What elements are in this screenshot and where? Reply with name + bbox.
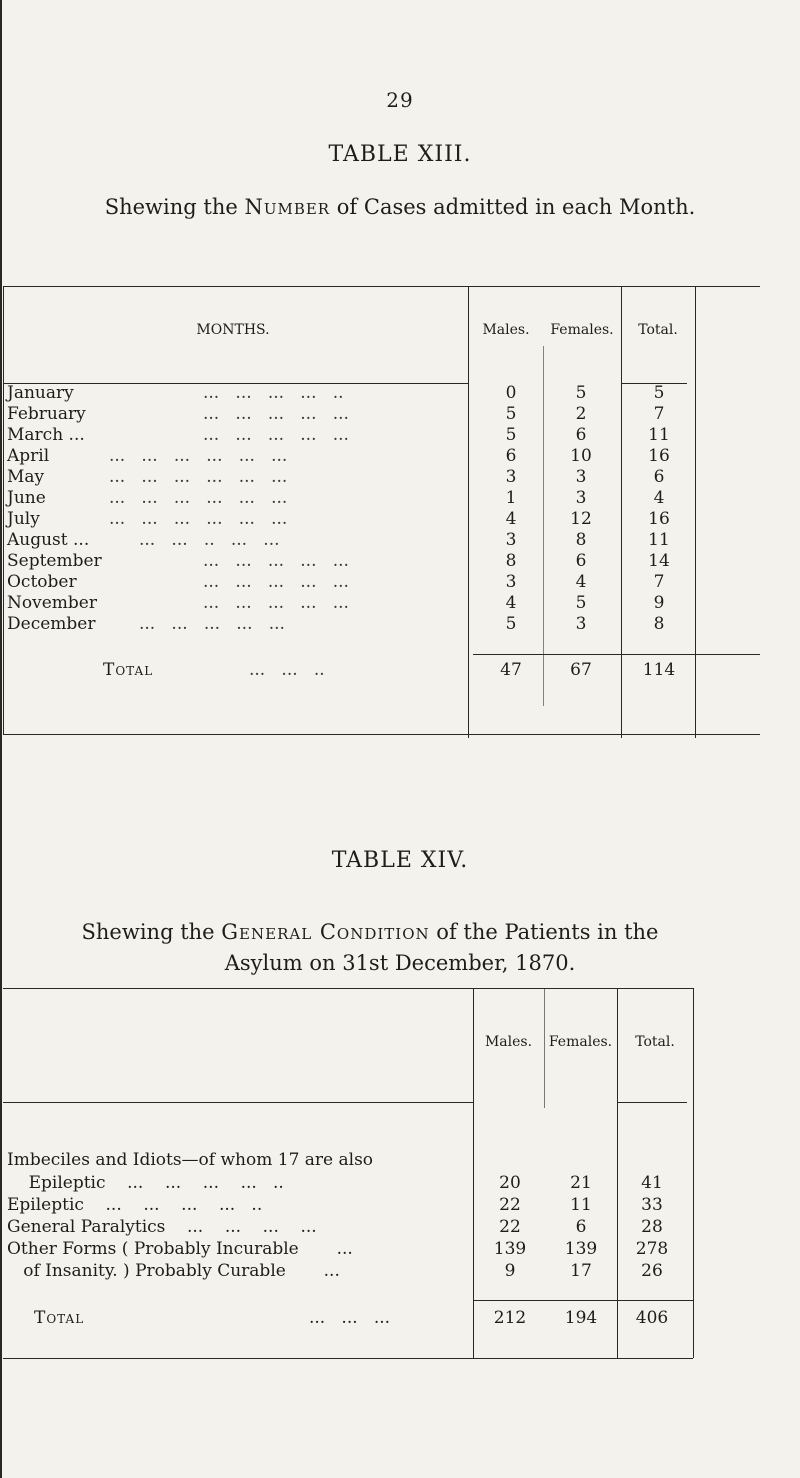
table-row: Epileptic ... ... ... ... .. 20 21 41 <box>7 1173 663 1193</box>
header-months: MONTHS. <box>196 322 270 338</box>
table-row: October ... ... ... ... ... 3 4 7 <box>7 572 665 592</box>
table-row: June ... ... ... ... ... ... 1 3 4 <box>7 488 665 508</box>
table-row: Other Forms ( Probably Incurable ... 139 139 278 <box>7 1239 669 1259</box>
table-row: February ... ... ... ... ... 5 2 7 <box>7 404 665 424</box>
total-row: Total ... ... ... 212 194 406 <box>34 1308 669 1328</box>
table-row: Imbeciles and Idiots—of whom 17 are also <box>7 1150 374 1170</box>
header-females: Females. <box>548 1034 613 1050</box>
table-row: September ... ... ... ... ... 8 6 14 <box>7 551 670 571</box>
table-row: General Paralytics ... ... ... ... 22 6 28 <box>7 1217 663 1237</box>
table-row: March ... ... ... ... ... ... 5 6 11 <box>7 425 670 445</box>
page-number: 29 <box>386 88 414 112</box>
table-row: May ... ... ... ... ... ... 3 3 6 <box>7 467 665 487</box>
header-males: Males. <box>482 322 530 338</box>
total-row: Total ... ... .. 47 67 114 <box>103 660 676 680</box>
header-rule-total <box>617 1102 687 1103</box>
table-row: of Insanity. ) Probably Curable ... 9 17 26 <box>7 1261 663 1281</box>
table-14-title: TABLE XIV. <box>331 848 469 873</box>
bottom-rule <box>3 1358 693 1359</box>
table-13-title: TABLE XIII. <box>328 142 472 167</box>
col-rule-total <box>693 988 694 1358</box>
header-rule-label <box>3 1102 473 1103</box>
header-total: Total. <box>635 1034 675 1050</box>
table-14-subtitle-line-1: Shewing the General Condition of the Patients in the <box>81 920 659 944</box>
top-rule <box>3 286 760 287</box>
table-14-subtitle-line-2: Asylum on 31st December, 1870. <box>224 951 576 975</box>
table-row: July ... ... ... ... ... ... 4 12 16 <box>7 509 670 529</box>
top-rule <box>3 988 693 989</box>
total-rule <box>473 654 760 655</box>
total-rule <box>473 1300 693 1301</box>
header-males: Males. <box>484 1034 533 1050</box>
table-row: Epileptic ... ... ... ... .. 22 11 33 <box>7 1195 663 1215</box>
table-13-subtitle: Shewing the Number of Cases admitted in each Month. <box>104 195 696 219</box>
table-row: November ... ... ... ... ... 4 5 9 <box>7 593 665 613</box>
page-edge <box>0 0 2 1478</box>
table-row: August ... ... ... .. ... ... 3 8 11 <box>7 530 670 550</box>
table-13 <box>3 286 760 738</box>
bottom-rule <box>3 734 760 735</box>
table-14 <box>3 988 693 1383</box>
header-total: Total. <box>638 322 678 338</box>
header-females: Females. <box>550 322 614 338</box>
table-row: January ... ... ... ... .. 0 5 5 <box>7 383 665 403</box>
table-row: April ... ... ... ... ... ... 6 10 16 <box>7 446 670 466</box>
table-row: December ... ... ... ... ... 5 3 8 <box>7 614 665 634</box>
